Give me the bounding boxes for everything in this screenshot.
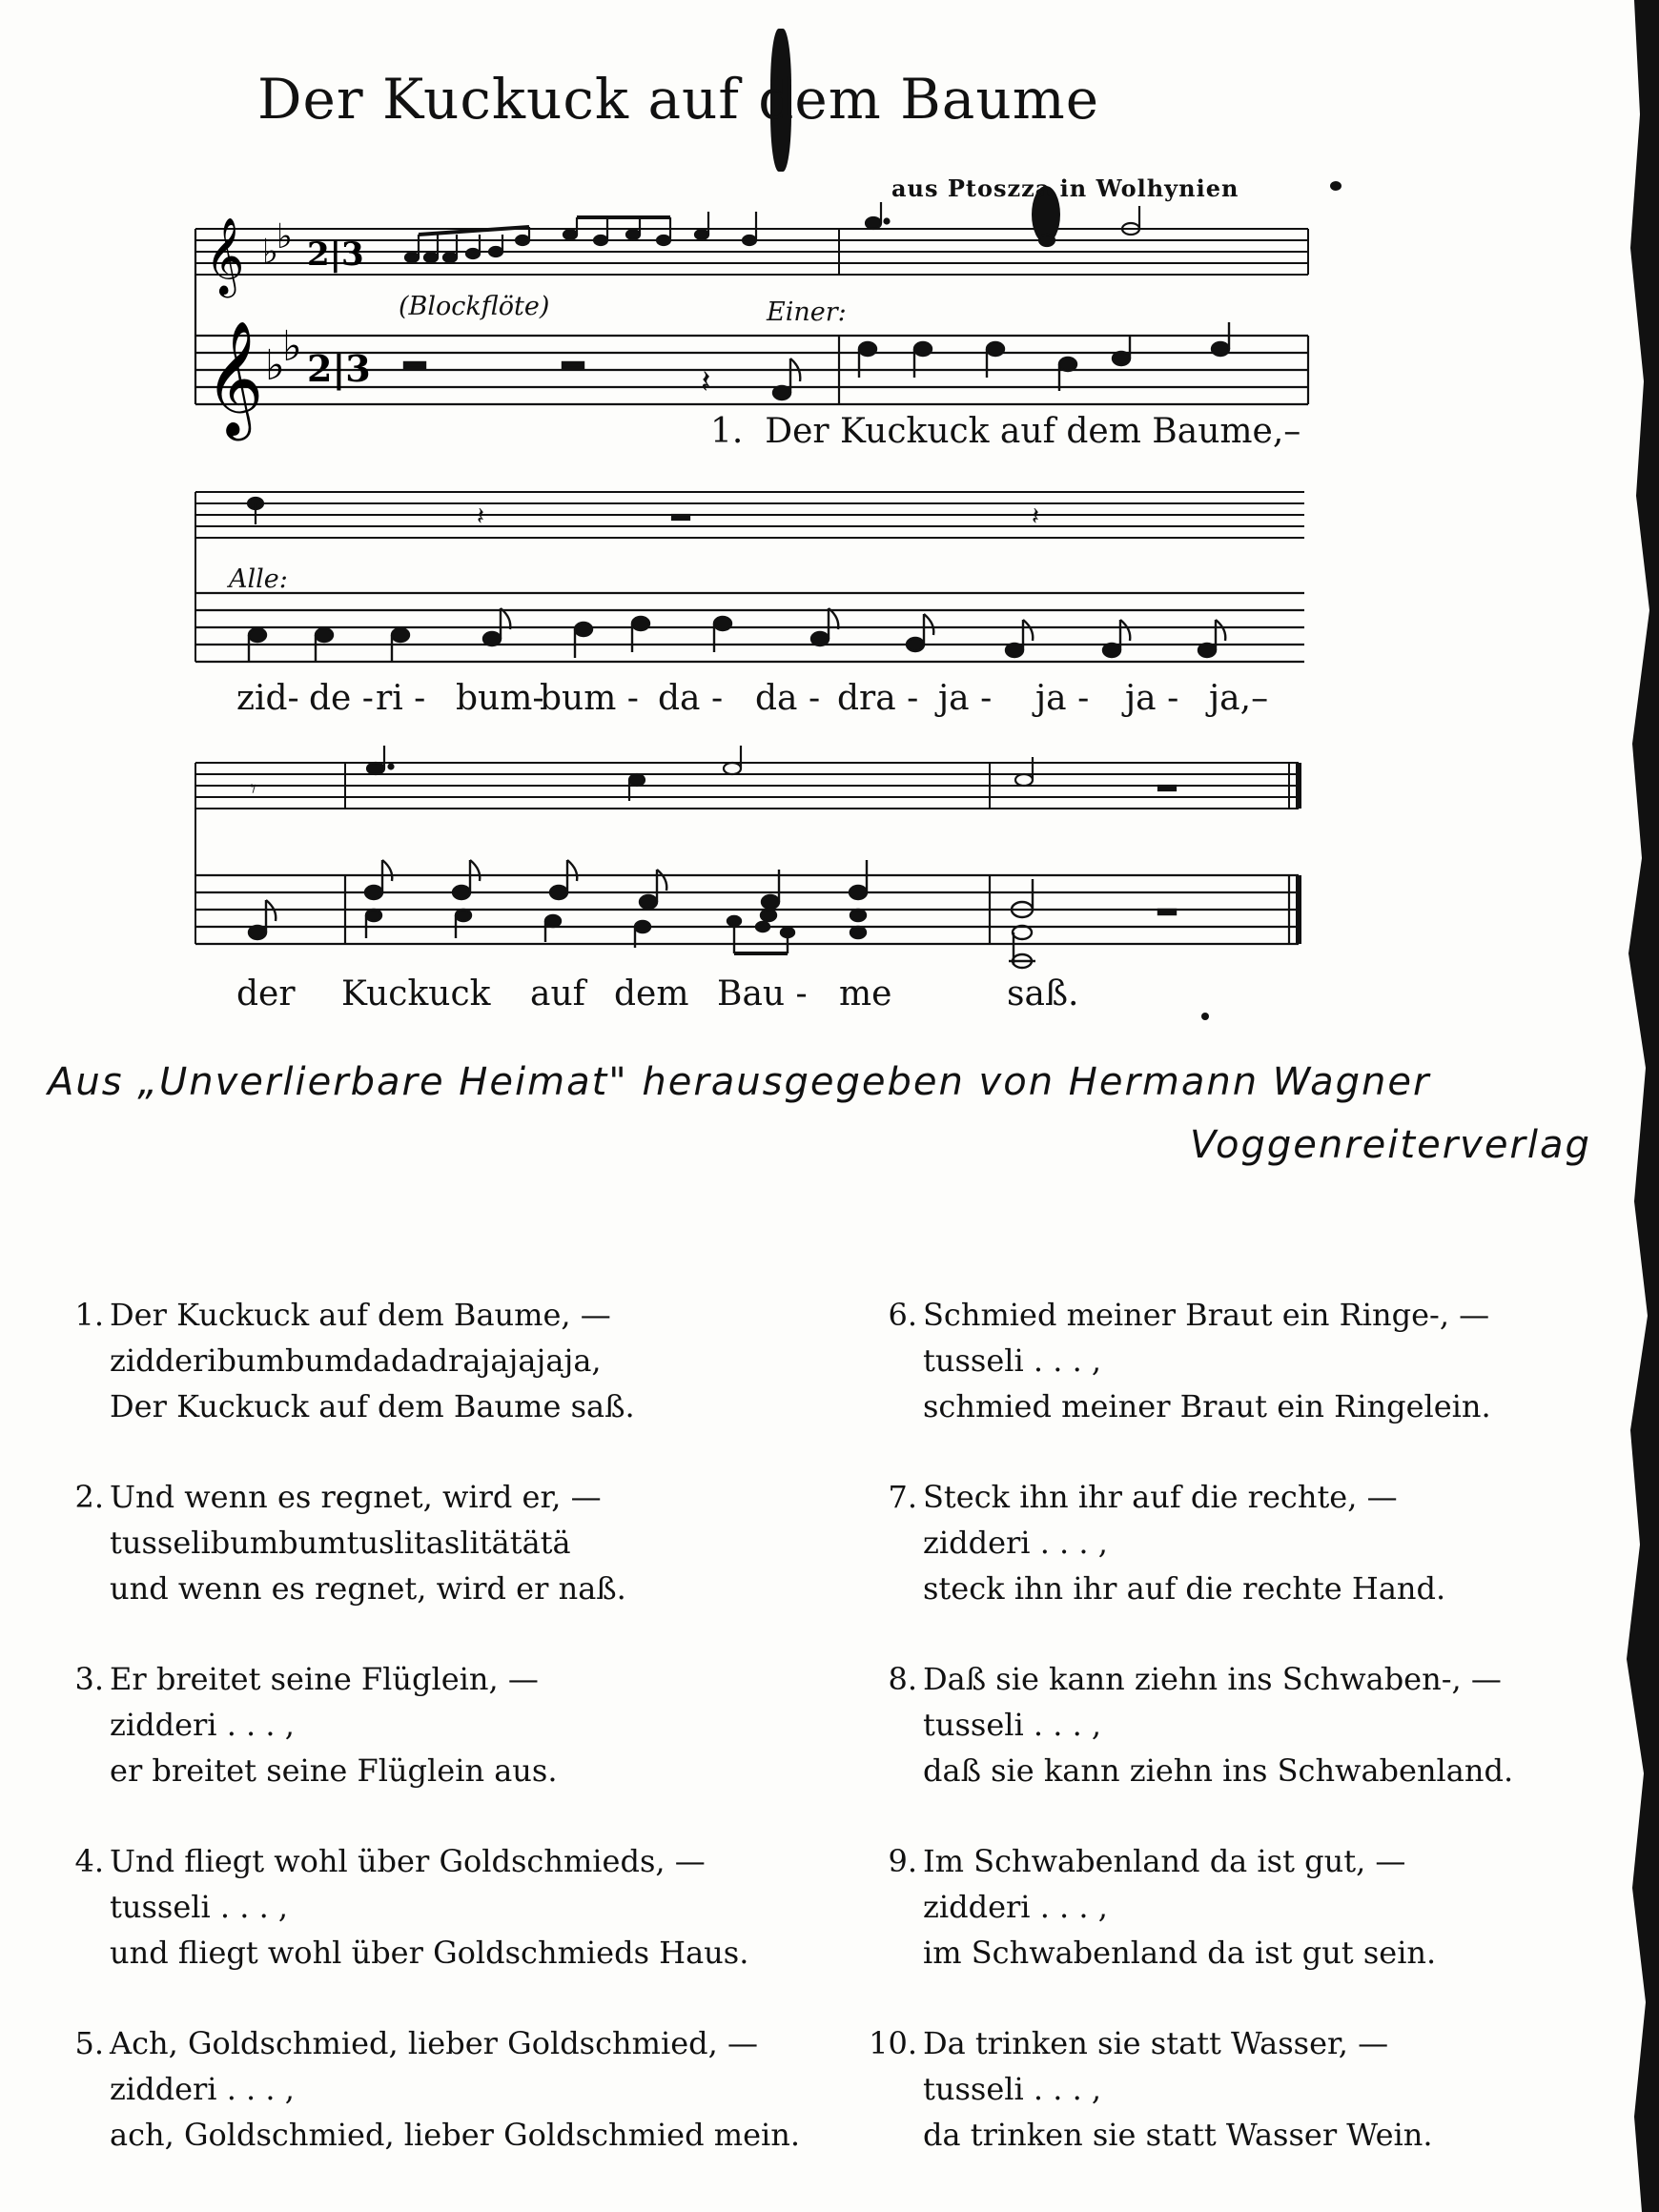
verse-6: 6. Schmied meiner Braut ein Ringe-, — tusseli . . . , schmied meiner Braut ein Ringelein. bbox=[888, 1297, 1491, 1424]
lyric-syllable: da - bbox=[658, 679, 724, 718]
verse-5: 5. Ach, Goldschmied, lieber Goldschmied, — zidderi . . . , ach, Goldschmied, lieber Goldschmied mein. bbox=[74, 2025, 801, 2153]
recorder-notes bbox=[405, 202, 1139, 262]
staff-voice bbox=[195, 593, 1304, 662]
treble-clef: 𝄞 bbox=[205, 216, 245, 295]
label-recorder: (Blockflöte) bbox=[399, 292, 550, 321]
lyric-syllable: Kuckuck bbox=[341, 974, 491, 1014]
verse-1: 1. Der Kuckuck auf dem Baume, — zidderibumbumdadadrajajajaja, Der Kuckuck auf dem Baume saß. bbox=[74, 1297, 635, 1424]
time-signature: 2|3 bbox=[307, 236, 364, 274]
lyric-syllable: bum - bbox=[540, 679, 639, 718]
lyric-syllable: zid- bbox=[236, 679, 299, 718]
lyric-syllable: de - bbox=[309, 679, 374, 718]
lyric-syllable: ja - bbox=[1035, 679, 1090, 718]
lyric-syllable: der bbox=[236, 974, 296, 1014]
ink-smudge bbox=[1201, 1013, 1209, 1020]
verse-2: 2. Und wenn es regnet, wird er, — tusselibumbumtuslitaslitätätä und wenn es regnet, wird er naß. bbox=[74, 1479, 626, 1607]
flat-sign: ♭ bbox=[265, 341, 285, 390]
lyric-syllable: saß. bbox=[1007, 974, 1079, 1014]
staff-recorder bbox=[195, 763, 1299, 944]
flat-sign: ♭ bbox=[262, 233, 278, 272]
verse-10: 10. Da trinken sie statt Wasser, — tusseli . . . , da trinken sie statt Wasser Wein. bbox=[869, 2025, 1433, 2153]
verse-7: 7. Steck ihn ihr auf die rechte, — zidderi . . . , steck ihn ihr auf die rechte Hand. bbox=[888, 1479, 1446, 1607]
lyric-syllable: da - bbox=[755, 679, 821, 718]
flat-sign: ♭ bbox=[276, 217, 293, 256]
lyric-syllable: dra - bbox=[837, 679, 919, 718]
handwritten-source-note: Aus „Unverlierbare Heimat" herausgegeben von Hermann Wagner bbox=[48, 1060, 1431, 1104]
svg-text:𝄾: 𝄾 bbox=[250, 775, 256, 804]
verse-4: 4. Und fliegt wohl über Goldschmieds, — tusseli . . . , und fliegt wohl über Goldschmieds Haus. bbox=[74, 1843, 749, 1971]
lyric-syllable: ri - bbox=[376, 679, 426, 718]
verse-8: 8. Daß sie kann ziehn ins Schwaben-, — tusseli . . . , daß sie kann ziehn ins Schwabenland. bbox=[888, 1661, 1514, 1789]
svg-text:𝄽: 𝄽 bbox=[477, 502, 484, 531]
svg-text:𝄽: 𝄽 bbox=[701, 363, 711, 401]
lyric-syllable: bum- bbox=[456, 679, 544, 718]
lyrics-line-1: 1. Der Kuckuck auf dem Baume,– bbox=[710, 412, 1301, 451]
song-title: Der Kuckuck auf dem Baume bbox=[257, 67, 1100, 132]
voice-notes bbox=[249, 608, 1225, 662]
label-solo: Einer: bbox=[767, 297, 847, 327]
staff-voice bbox=[195, 875, 1299, 944]
lyric-syllable: ja - bbox=[938, 679, 993, 718]
treble-clef: 𝄞 bbox=[205, 319, 264, 436]
voice-notes bbox=[404, 322, 1229, 401]
staff-recorder bbox=[195, 492, 1304, 662]
lyric-syllable: ja - bbox=[1125, 679, 1179, 718]
music-score bbox=[0, 0, 1659, 1011]
lyric-syllable: auf bbox=[530, 974, 585, 1014]
song-origin: aus Ptoszza in Wolhynien bbox=[891, 174, 1239, 202]
verse-9: 9. Im Schwabenland da ist gut, — zidderi . . . , im Schwabenland da ist gut sein. bbox=[888, 1843, 1437, 1971]
handwritten-publisher-note: Voggenreiterverlag bbox=[1190, 1123, 1591, 1167]
label-all: Alle: bbox=[229, 564, 288, 594]
time-signature: 2|3 bbox=[307, 347, 371, 390]
lyric-syllable: Bau - bbox=[717, 974, 808, 1014]
verse-3: 3. Er breitet seine Flüglein, — zidderi . . . , er breitet seine Flüglein aus. bbox=[74, 1661, 558, 1789]
flat-sign: ♭ bbox=[282, 322, 302, 371]
lyric-syllable: ja,– bbox=[1209, 679, 1269, 718]
lyric-syllable: me bbox=[839, 974, 892, 1014]
svg-text:𝄽: 𝄽 bbox=[1032, 502, 1039, 531]
lyric-syllable: dem bbox=[614, 974, 689, 1014]
